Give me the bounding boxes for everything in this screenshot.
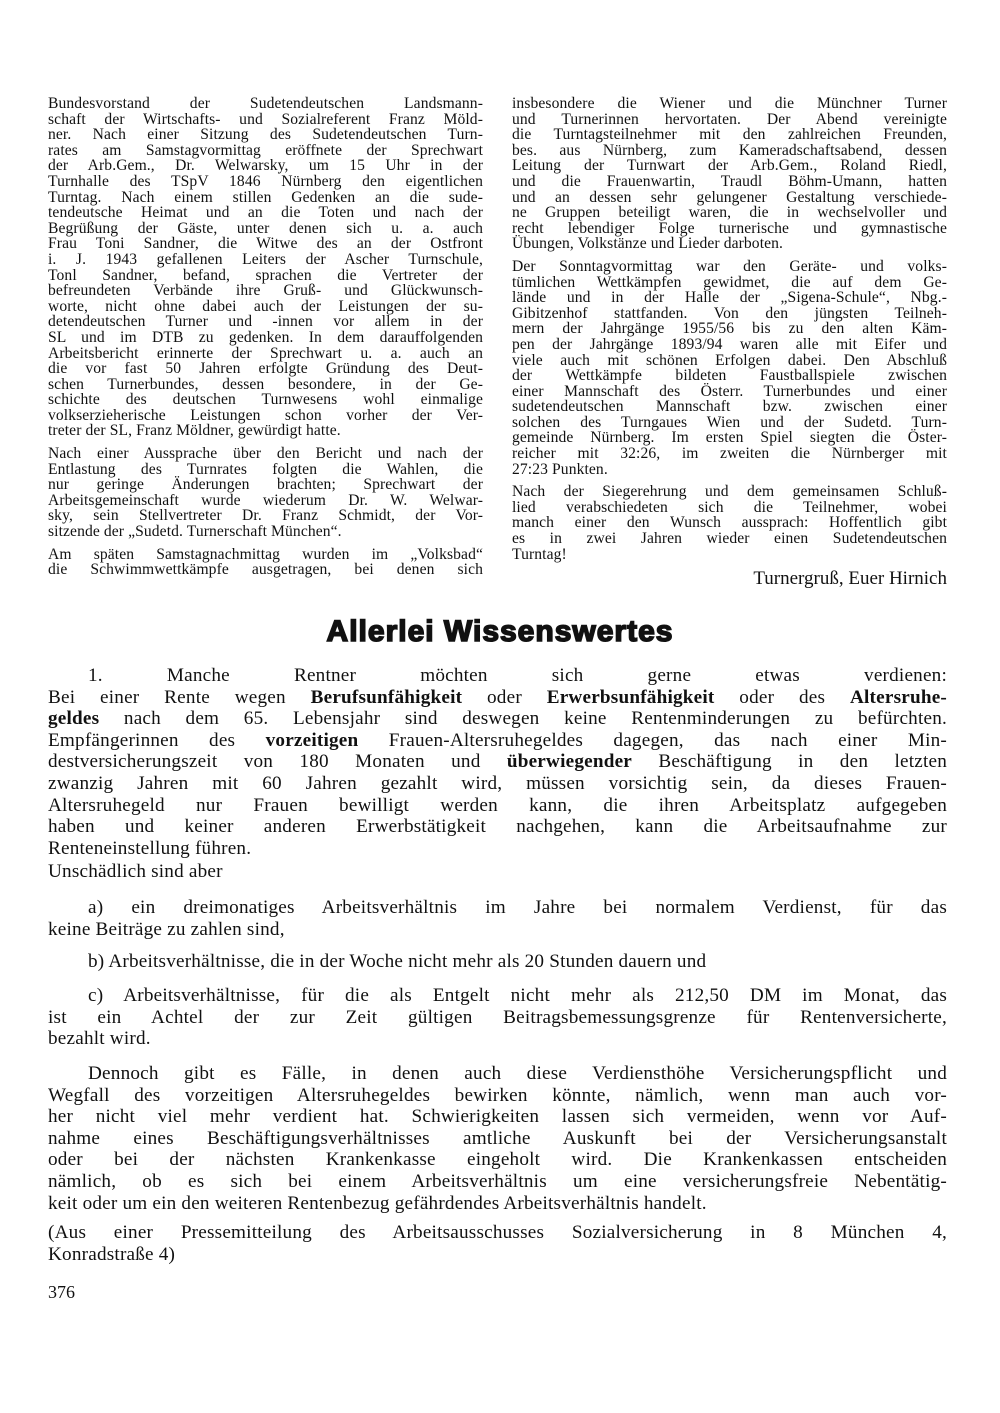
text-line: Arbeitsgemeinschaft wurde wiederum Dr. W. Welwar- (48, 491, 483, 509)
text-line (48, 708, 947, 730)
paragraph (48, 96, 483, 439)
right-column (512, 96, 947, 569)
text-line: Der Sonntagvormittag war den Geräte- und volks- (512, 257, 947, 275)
text-line: einer Mannschaft des Österr. Turnerbundes und einer (512, 382, 947, 400)
item-c (48, 985, 947, 1050)
text-line: der Wettkämpfe bildeten Faustballspiele zwischen (512, 367, 947, 385)
text-run: destversicherungszeit von 180 Monaten und (48, 751, 507, 773)
text-line: gemeinde Nürnberg. Im ersten Spiel siegten die Öster- (512, 429, 947, 447)
text-line: c) Arbeitsverhältnisse, für die als Entgelt nicht mehr als 212,50 DM im Monat, das (88, 985, 947, 1006)
text-line: sudetendeutschen Mannschaft bzw. zwischen einer (512, 398, 947, 416)
text-line: i. J. 1943 gefallenen Leiters der Ascher Turnschule, (48, 250, 483, 268)
text-line: viele auch mit schönen Erfolgen dabei. Den Abschluß (512, 351, 947, 369)
text-line: detendeutschen Turner und -innen vor allem in der (48, 313, 483, 331)
text-run: oder (462, 686, 547, 708)
text-line: Konradstraße 4) (48, 1243, 176, 1265)
text-line: (Aus einer Pressemitteilung des Arbeitsausschusses Sozialversicherung in 8 München 4, (48, 1222, 947, 1243)
text-line: lände und in der Halle der „Sigena-Schule“, Nbg.- (512, 289, 947, 307)
text-line: keine Beiträge zu zahlen sind, (48, 918, 285, 940)
text-line: SL und im DTB zu gedenken. In dem darauffolgenden (48, 328, 483, 346)
text-line: reicher mit 32:26, im zweiten die Nürnberger mit (512, 445, 947, 463)
text-line (48, 687, 947, 709)
text-line: mern der Jahrgänge 1955/56 bis zu den alten Käm- (512, 320, 947, 338)
text-line: schichte des deutschen Turnwesens wohl einmalige (48, 391, 483, 409)
text-line: worte, nicht ohne dabei auch der Leistungen der su- (48, 297, 483, 315)
text-run: Empfängerinnen des (48, 729, 266, 751)
paragraph (48, 446, 483, 540)
text-line: rates am Samstagvormittag eröffnete der Sprechwart (48, 141, 483, 159)
text-line: solchen des Turngaues Wien und der Sudetd. Turn- (512, 413, 947, 431)
text-line: Tonl Sandner, befand, sprachen die Vertreter der (48, 266, 483, 284)
text-line: und Turnerinnen hervortaten. Der Abend vereinigte (512, 110, 947, 128)
text-line (48, 751, 947, 773)
bold-text: geldes (48, 708, 100, 730)
text-run: nach dem 65. Lebensjahr sind deswegen keine Rentenminderungen zu befürchten. (99, 708, 947, 730)
text-run: zwanzig Jahren mit 60 Jahren gezahlt wird, müssen vorsichtig sein, da dieses Frauen- (48, 772, 947, 794)
text-line: manch einer den Wunsch aussprach: Hoffentlich gibt (512, 514, 947, 532)
text-line: pen der Jahrgänge 1893/94 waren alle mit Eifer und (512, 335, 947, 353)
text-line: nämlich, ob es sich bei einem Arbeitsverhältnis um eine versicherungsfreie Nebentätig- (48, 1170, 947, 1192)
text-line: Am späten Samstagnachmittag wurden im „Volksbad“ (48, 545, 483, 563)
text-line: und an dessen sehr gelungener Gestaltung verschiede- (512, 188, 947, 206)
text-run: Renteneinstellung führen. (48, 837, 252, 859)
text-line (48, 795, 947, 817)
text-line: nahme eines Beschäftigungsverhältnisses amtliche Auskunft bei der Versicherungsanstalt (48, 1127, 947, 1149)
bold-text: überwiegender (506, 751, 633, 773)
text-line: Wegfall des vorzeitigen Altersruhegeldes bewirken könnte, nämlich, wenn man auch vor- (48, 1084, 947, 1106)
text-run: oder des (714, 686, 850, 708)
text-line: recht lebendiger Folge turnerische und gymnastische (512, 219, 947, 237)
text-line: die Schwimmwettkämpfe ausgetragen, bei denen sich (48, 561, 483, 579)
text-line: Leitung der Turnwart der Arb.Gem., Roland Riedl, (512, 157, 947, 175)
paragraph (48, 547, 483, 578)
text-line: b) Arbeitsverhältnisse, die in der Woche nicht mehr als 20 Stunden dauern und (88, 951, 707, 972)
text-line: volkserzieherische Leistungen schon vorher der Ver- (48, 406, 483, 424)
text-line (48, 730, 947, 752)
text-run: Bei einer Rente wegen (48, 686, 311, 708)
text-line: ist ein Achtel der zur Zeit gültigen Beitragsbemessungsgrenze für Rentenversicherte, (48, 1006, 947, 1028)
bold-text: Erwerbsunfähigkeit (546, 686, 715, 708)
intro-paragraph (48, 665, 947, 859)
text-run: Frauen-Altersruhegeldes dagegen, das nach einer Min- (358, 729, 947, 751)
text-line: treter der SL, Franz Möldner, gewürdigt hatte. (48, 422, 341, 440)
dennoch-paragraph (48, 1063, 947, 1214)
text-line: Nach einer Aussprache über den Bericht und nach der (48, 445, 483, 463)
text-line (48, 816, 947, 838)
text-line: sitzende der „Sudetd. Turnerschaft München“. (48, 523, 342, 541)
item-a (48, 897, 947, 940)
text-line: keit oder um ein den weiteren Rentenbezug gefährdendes Arbeitsverhältnis handelt. (48, 1192, 707, 1214)
text-line: tümlichen Wettkämpfen gewidmet, die auf dem Ge- (512, 273, 947, 291)
text-line (48, 838, 947, 860)
text-line: bes. aus Nürnberg, zum Kameradschaftsabend, dessen (512, 141, 947, 159)
section-heading: Allerlei Wissenswertes (326, 615, 674, 648)
text-line: 27:23 Punkten. (512, 460, 608, 478)
text-line: Entlastung des Turnrates folgten die Wahlen, die (48, 460, 483, 478)
text-line: und die Frauenwartin, Traudl Böhm-Umann, hatten (512, 172, 947, 190)
source-note (48, 1222, 947, 1265)
text-line: Turntag! (512, 545, 567, 563)
bold-text: vorzeitigen (265, 729, 359, 751)
text-line: tendeutsche Heimat und an die Toten und nach der (48, 204, 483, 222)
text-line: es in zwei Jahren wieder einen Sudetendeutschen (512, 530, 947, 548)
text-line: Bundesvorstand der Sudetendeutschen Landsmann- (48, 95, 483, 112)
paragraph (512, 259, 947, 477)
left-column (48, 96, 483, 585)
unschaedlich-line (48, 861, 947, 883)
text-line: befreundeten Verbände ihre Gruß- und Glückwunsch- (48, 282, 483, 300)
text-line: Übungen, Volkstänze und Lieder darboten. (512, 235, 784, 253)
paragraph (512, 96, 947, 252)
text-line: Dennoch gibt es Fälle, in denen auch diese Verdiensthöhe Versicherungspflicht und (88, 1063, 947, 1084)
text-line: ne Gruppen beteiligt waren, die in wechselvoller und (512, 204, 947, 222)
text-line: Nach der Siegerehrung und dem gemeinsamen Schluß- (512, 483, 947, 501)
text-line: insbesondere die Wiener und die Münchner Turner (512, 95, 947, 112)
text-line: Gibitzenhof stattfanden. Von den jüngsten Teilneh- (512, 304, 947, 322)
text-line: schen Turnerbundes, dessen besondere, in der Ge- (48, 375, 483, 393)
text-line: ner. Nach einer Sitzung des Sudetendeutschen Turn- (48, 126, 483, 144)
text-line (48, 773, 947, 795)
text-line: Unschädlich sind aber (48, 861, 223, 882)
page-number: 376 (48, 1282, 75, 1302)
text-run: Altersruhegeld nur Frauen bewilligt werden kann, die ihren Arbeitsplatz aufgegeben (48, 794, 947, 816)
paragraph (512, 484, 947, 562)
text-run: haben und keiner anderen Erwerbstätigkeit nachgehen, kann die Arbeitsaufnahme zur (48, 816, 947, 838)
text-line (48, 665, 947, 687)
text-line: lied verabschiedeten sich die Teilnehmer, wobei (512, 498, 947, 516)
bold-text: Altersruhe- (849, 686, 948, 708)
item-b (48, 951, 947, 973)
text-line: Frau Toni Sandner, die Witwe des an der Ostfront (48, 235, 483, 253)
text-line: her nicht viel mehr verdient hat. Schwierigkeiten lassen sich vermeiden, wenn vor Auf- (48, 1106, 947, 1128)
text-line: die Turntagsteilnehmer mit den zahlreichen Freunden, (512, 126, 947, 144)
text-line: Begrüßung der Gäste, unter denen sich u. a. auch (48, 219, 483, 237)
text-line: schaft der Wirtschafts- und Sozialreferent Franz Möld- (48, 110, 483, 128)
text-line: Arbeitsbericht erinnerte der Sprechwart u. a. auch an (48, 344, 483, 362)
text-line: Turntag. Nach einem stillen Gedenken an die sude- (48, 188, 483, 206)
text-line: oder bei der nächsten Krankenkasse eingeholt wird. Die Krankenkassen entscheiden (48, 1149, 947, 1171)
text-line: a) ein dreimonatiges Arbeitsverhältnis im Jahre bei normalem Verdienst, für das (88, 897, 947, 918)
text-line: sky, sein Stellvertreter Dr. Franz Schmidt, der Vor- (48, 507, 483, 525)
text-line: die vor fast 50 Jahren erfolgte Gründung des Deut- (48, 360, 483, 378)
text-line: bezahlt wird. (48, 1028, 151, 1050)
bold-text: Berufsunfähigkeit (310, 686, 463, 708)
text-line: nur geringe Änderungen brachten; Sprechwart der (48, 476, 483, 494)
text-run: Beschäftigung in den letzten (632, 751, 947, 773)
text-run: 1. Manche Rentner möchten sich gerne etwas verdienen: (88, 665, 947, 686)
signature: Turnergruß, Euer Hirnich (753, 568, 947, 589)
text-line: der Arb.Gem., Dr. Welwarsky, um 15 Uhr in der (48, 157, 483, 175)
text-line: Turnhalle des TSpV 1846 Nürnberg den eigentlichen (48, 172, 483, 190)
